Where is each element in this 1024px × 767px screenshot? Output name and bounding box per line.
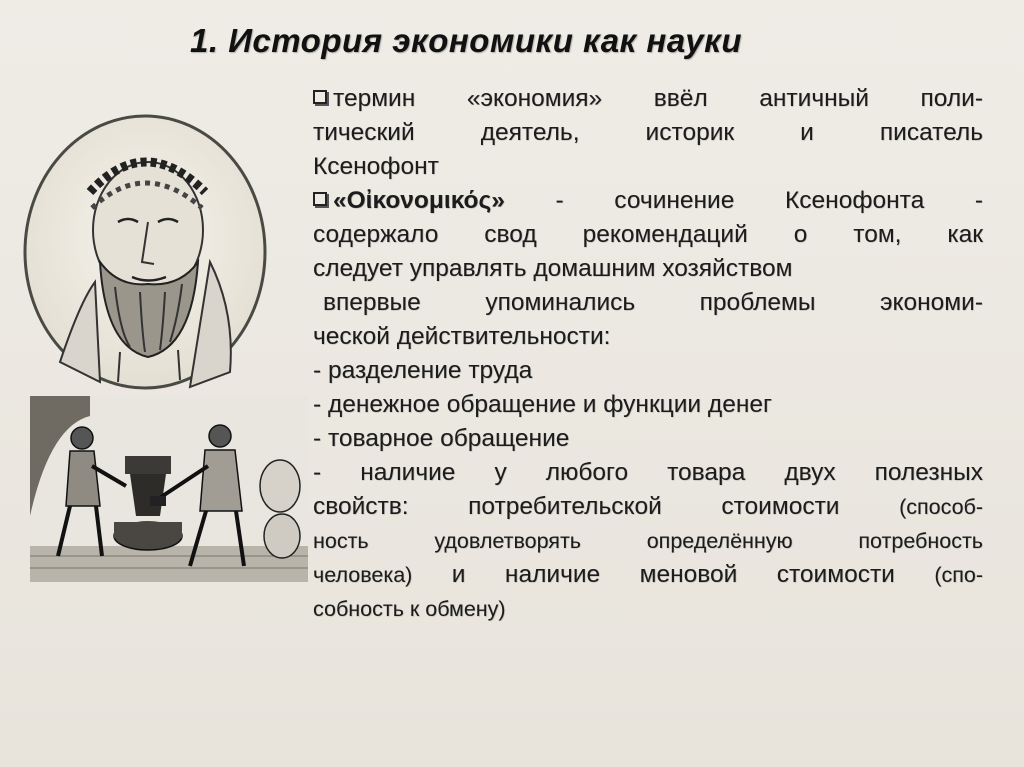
text-span: (способ- [899,495,983,519]
text-line: - разделение труда [313,357,533,384]
ancient-workshop-image [30,396,308,582]
text-span: и наличие меновой стоимости [412,561,935,588]
text-line: содержало свод рекомендаций о том, как [313,221,983,248]
text-line: ческой действительности: [313,323,611,350]
text-line [313,82,983,116]
text-line: - денежное обращение и функции денег [313,391,772,418]
main-text-block [313,82,983,626]
text-line: Ксенофонт [313,153,439,180]
text-span: (спо- [934,563,983,587]
text-line: тический деятель, историк и писатель [313,119,983,146]
text-span: человека) [313,563,413,587]
text-line [313,558,983,592]
book-title: «Οἰκονομικός» [333,187,505,214]
checkbox-bullet-icon [313,192,327,206]
text-line: собность к обмену) [313,597,506,621]
xenophon-portrait-image [20,112,270,392]
text-span: свойств: потребительской стоимости [313,493,900,520]
text-line [313,184,983,218]
slide-title: 1. История экономики как науки [190,22,743,59]
text-span: термин «экономия» ввёл античный поли- [333,85,983,112]
text-line [313,490,983,524]
text-line: - товарное обращение [313,425,570,452]
text-line: - наличие у любого товара двух полезных [313,459,983,486]
checkbox-bullet-icon [313,90,327,104]
text-line: впервые упоминались проблемы экономи- [323,289,983,316]
text-line: ность удовлетворять определённую потребность [313,529,983,553]
text-span: - сочинение Ксенофонта - [504,187,983,214]
text-line: следует управлять домашним хозяйством [313,255,793,282]
